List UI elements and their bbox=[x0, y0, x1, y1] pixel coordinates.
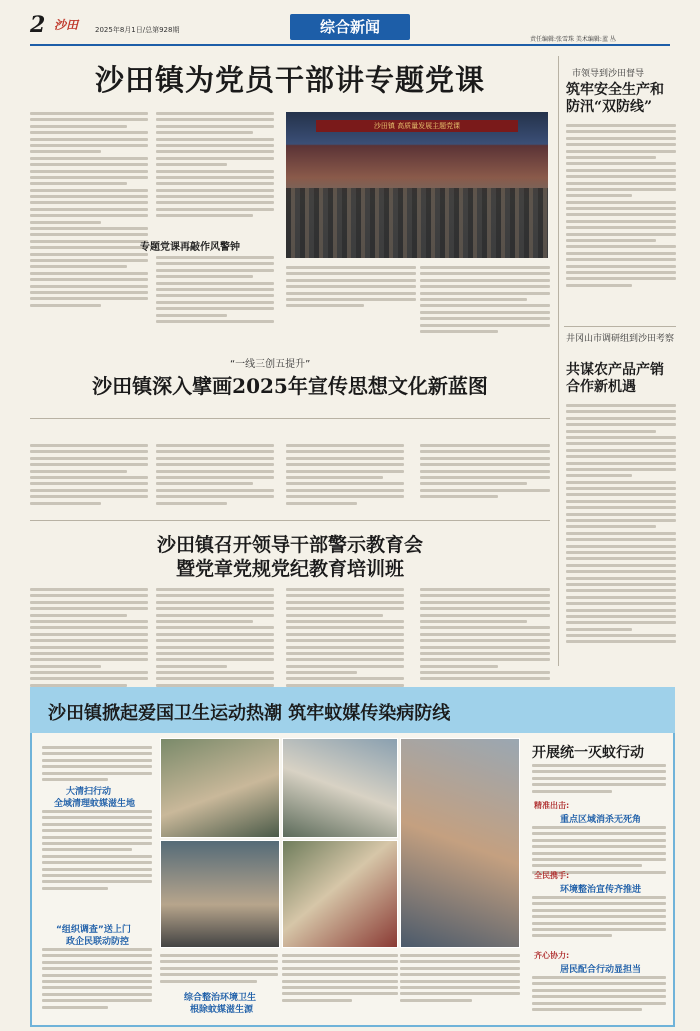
story-4-label-9: 全民携手: bbox=[534, 871, 570, 880]
story-2-kicker: “一线三创五提升” bbox=[230, 359, 311, 370]
story-4-label-2: 全域清理蚊媒滋生地 bbox=[54, 799, 136, 809]
story-4-label-11: 齐心协力: bbox=[534, 951, 570, 960]
story-4-label-3: “组织调查”送上门 bbox=[56, 925, 131, 935]
story-3-headline-line-1: 沙田镇召开领导干部警示教育会 bbox=[156, 534, 423, 556]
story-3-rule bbox=[30, 520, 550, 521]
photo-inspection bbox=[160, 738, 280, 838]
sidebar-1-kicker: 市领导到沙田督导 bbox=[572, 69, 645, 79]
story-2-column-4 bbox=[420, 444, 550, 502]
page-number: 2 bbox=[30, 12, 46, 38]
sidebar-1-body bbox=[566, 124, 676, 290]
story-3-column-1 bbox=[30, 588, 148, 690]
story-1-column-2b bbox=[156, 256, 274, 326]
story-4-column-1c bbox=[42, 948, 152, 1012]
story-4-label-8: 重点区域消杀无死角 bbox=[560, 815, 642, 825]
sidebar-2-kicker: 井冈山市调研组到沙田考察 bbox=[566, 334, 675, 344]
story-1-column-1 bbox=[30, 112, 148, 310]
story-4-label-5: 综合整治环境卫生 bbox=[184, 993, 257, 1003]
story-4-column-4 bbox=[400, 954, 520, 1005]
story-4-column-1 bbox=[42, 746, 152, 784]
editors-credit: 责任编辑:张雪珠 美术编辑:蓝 丛 bbox=[530, 36, 616, 43]
story-2-column-3 bbox=[286, 444, 404, 508]
sidebar-2-headline: 共谋农产品产销合作新机遇 bbox=[566, 362, 664, 395]
audience bbox=[286, 188, 548, 258]
story-4-column-5c bbox=[532, 896, 666, 941]
story-1-column-3 bbox=[286, 266, 416, 311]
sidebar-divider bbox=[558, 56, 559, 666]
story-4-column-2 bbox=[160, 954, 278, 986]
story-4-label-6: 根除蚊媒滋生源 bbox=[190, 1005, 254, 1015]
story-2-column-2 bbox=[156, 444, 274, 508]
story-3-column-3 bbox=[286, 588, 404, 690]
story-2-column-1 bbox=[30, 444, 148, 508]
story-2-rule bbox=[30, 418, 550, 419]
story-1-subhead: 专题党课再敲作风警钟 bbox=[140, 242, 240, 253]
photo-banner: 沙田镇 高质量发展主题党课 bbox=[316, 120, 518, 132]
story-4-column-5 bbox=[532, 764, 666, 796]
story-4-label-12: 居民配合行动显担当 bbox=[560, 965, 642, 975]
story-3-column-2 bbox=[156, 588, 274, 690]
story-4-column-1b bbox=[42, 810, 152, 893]
story-4-label-7: 精准出击: bbox=[534, 801, 570, 810]
newspaper-logo: 沙田 bbox=[54, 18, 79, 32]
photo-visit bbox=[282, 738, 398, 838]
story-4-label-4: 政企民联动防控 bbox=[66, 937, 130, 947]
masthead bbox=[0, 0, 700, 46]
story-2-headline: 沙田镇深入擘画2025年宣传思想文化新蓝图 bbox=[92, 374, 488, 398]
meeting-photo bbox=[286, 112, 548, 258]
story-4-column-3 bbox=[282, 954, 398, 1005]
section-title: 综合新闻 bbox=[290, 14, 410, 40]
sidebar-2-body bbox=[566, 404, 676, 647]
top-rule bbox=[30, 44, 670, 46]
story-1-column-4 bbox=[420, 266, 550, 336]
photo-meeting bbox=[282, 840, 398, 948]
sidebar-1-headline: 筑牢安全生产和防汛“双防线” bbox=[566, 82, 664, 115]
story-4-label-1: 大清扫行动 bbox=[66, 787, 112, 797]
story-1-headline: 沙田镇为党员干部讲专题党课 bbox=[94, 63, 485, 97]
story-4-headline: 沙田镇掀起爱国卫生运动热潮 筑牢蚊媒传染病防线 bbox=[48, 703, 451, 724]
photo-spraying bbox=[400, 738, 520, 948]
story-4-subhead: 开展统一灭蚊行动 bbox=[532, 745, 644, 761]
story-1-column-2 bbox=[156, 112, 274, 221]
issue-date: 2025年8月1日/总第928期 bbox=[95, 26, 180, 34]
photo-cleanup bbox=[160, 840, 280, 948]
story-3-column-4 bbox=[420, 588, 550, 684]
story-3-headline-line-2: 暨党章党规党纪教育培训班 bbox=[175, 558, 404, 580]
story-4-label-10: 环境整治宣传齐推进 bbox=[560, 885, 642, 895]
story-4-column-5d bbox=[532, 976, 666, 1014]
sidebar-rule bbox=[564, 326, 676, 327]
